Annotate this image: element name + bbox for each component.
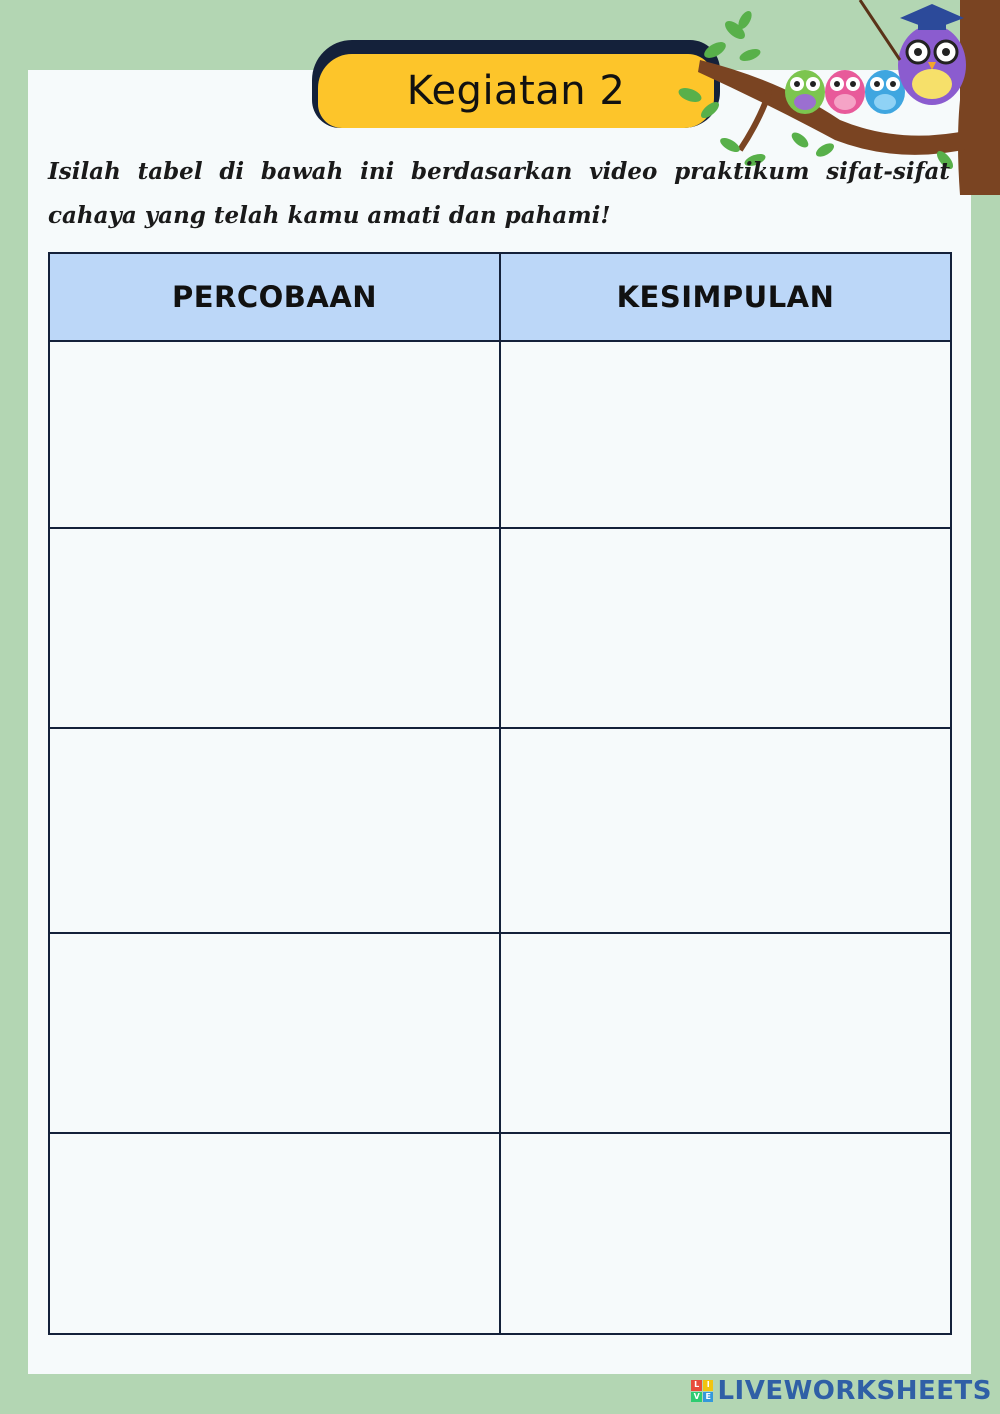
table-row: [49, 728, 951, 933]
title-banner: [318, 54, 714, 128]
answer-table: [48, 252, 950, 1335]
percobaan-answer-cell[interactable]: [49, 728, 500, 933]
liveworksheets-badge-icon: L I V E: [691, 1380, 713, 1402]
column-header-kesimpulan: KESIMPULAN: [500, 253, 951, 341]
table-row: [49, 528, 951, 728]
percobaan-answer-cell[interactable]: [49, 933, 500, 1133]
table-row: [49, 341, 951, 528]
percobaan-answer-cell[interactable]: [49, 528, 500, 728]
page-title: Kegiatan 2: [406, 68, 626, 114]
kesimpulan-answer-cell[interactable]: [500, 341, 951, 528]
kesimpulan-answer-cell[interactable]: [500, 933, 951, 1133]
percobaan-answer-cell[interactable]: [49, 341, 500, 528]
table-header-row: [49, 253, 951, 341]
brand-name: LIVEWORKSHEETS: [717, 1376, 992, 1406]
table-row: [49, 1133, 951, 1334]
column-header-percobaan: PERCOBAAN: [49, 253, 500, 341]
kesimpulan-answer-cell[interactable]: [500, 528, 951, 728]
percobaan-answer-cell[interactable]: [49, 1133, 500, 1334]
instruction-text: Isilah tabel di bawah ini berdasarkan video praktikum sifat-sifat cahaya yang telah kamu amati dan pahami!: [48, 158, 950, 229]
table-row: [49, 933, 951, 1133]
kesimpulan-answer-cell[interactable]: [500, 1133, 951, 1334]
kesimpulan-answer-cell[interactable]: [500, 728, 951, 933]
liveworksheets-logo[interactable]: [691, 1376, 992, 1406]
